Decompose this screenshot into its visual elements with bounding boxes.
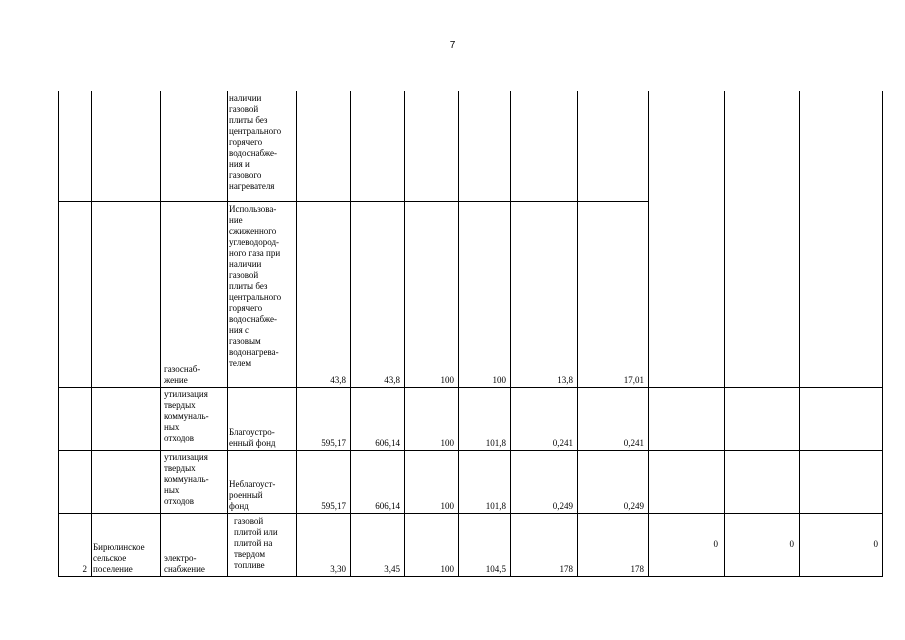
service-description: газовой плитой или плитой на твердом топливе — [234, 516, 278, 570]
utility-name: газоснаб- жение — [164, 364, 201, 385]
extra-value-cell: 0 — [789, 539, 794, 549]
column-divider — [882, 91, 883, 577]
row-divider — [58, 201, 648, 202]
column-divider — [724, 91, 725, 577]
value-cell: 178 — [559, 564, 573, 574]
value-cell: 43,8 — [384, 375, 400, 385]
column-divider — [91, 91, 92, 577]
service-description: Благоустро- енный фонд — [229, 427, 276, 448]
utility-name: утилизация твердых коммуналь- ных отходов — [164, 452, 209, 506]
column-divider — [160, 91, 161, 577]
row-divider — [58, 513, 883, 514]
column-divider — [227, 91, 228, 577]
value-cell: 178 — [630, 564, 644, 574]
value-cell: 101,8 — [485, 501, 506, 511]
service-description: Использова- ние сжиженного углеводород- ного газа при наличии газовой плиты без центрального горячего водоснабже- ния с газовым водонагрева- телем — [229, 204, 282, 368]
tariff-table — [58, 91, 883, 577]
value-cell: 100 — [440, 375, 454, 385]
value-cell: 595,17 — [321, 438, 346, 448]
row-divider — [58, 387, 883, 388]
value-cell: 104,5 — [485, 564, 506, 574]
value-cell: 13,8 — [557, 375, 573, 385]
page-number: 7 — [449, 40, 456, 51]
value-cell: 0,241 — [623, 438, 644, 448]
value-cell: 606,14 — [375, 438, 400, 448]
column-divider — [648, 91, 649, 577]
row-number: 2 — [82, 564, 87, 574]
settlement-name: Бирюлинское сельское поселение — [93, 542, 145, 574]
value-cell: 595,17 — [321, 501, 346, 511]
value-cell: 100 — [440, 501, 454, 511]
value-cell: 100 — [492, 375, 506, 385]
service-description: Неблагоуст- роенный фонд — [229, 479, 276, 511]
column-divider — [510, 91, 511, 577]
value-cell: 0,241 — [552, 438, 573, 448]
value-cell: 100 — [440, 564, 454, 574]
value-cell: 100 — [440, 438, 454, 448]
column-divider — [404, 91, 405, 577]
table-bottom-border — [58, 576, 883, 577]
value-cell: 606,14 — [375, 501, 400, 511]
column-divider — [577, 91, 578, 577]
row-divider — [58, 450, 883, 451]
value-cell: 3,45 — [384, 564, 400, 574]
value-cell: 43,8 — [330, 375, 346, 385]
extra-value-cell: 0 — [873, 539, 878, 549]
column-divider — [58, 91, 59, 577]
service-description: наличии газовой плиты без центрального горячего водоснабже- ния и газового нагревателя — [229, 93, 282, 191]
column-divider — [296, 91, 297, 577]
utility-name: электро- снабжение — [164, 553, 205, 574]
value-cell: 3,30 — [330, 564, 346, 574]
value-cell: 0,249 — [623, 501, 644, 511]
extra-value-cell: 0 — [713, 539, 718, 549]
column-divider — [799, 91, 800, 577]
value-cell: 101,8 — [485, 438, 506, 448]
value-cell: 0,249 — [552, 501, 573, 511]
utility-name: утилизация твердых коммуналь- ных отходов — [164, 389, 209, 443]
column-divider — [350, 91, 351, 577]
value-cell: 17,01 — [623, 375, 644, 385]
column-divider — [458, 91, 459, 577]
